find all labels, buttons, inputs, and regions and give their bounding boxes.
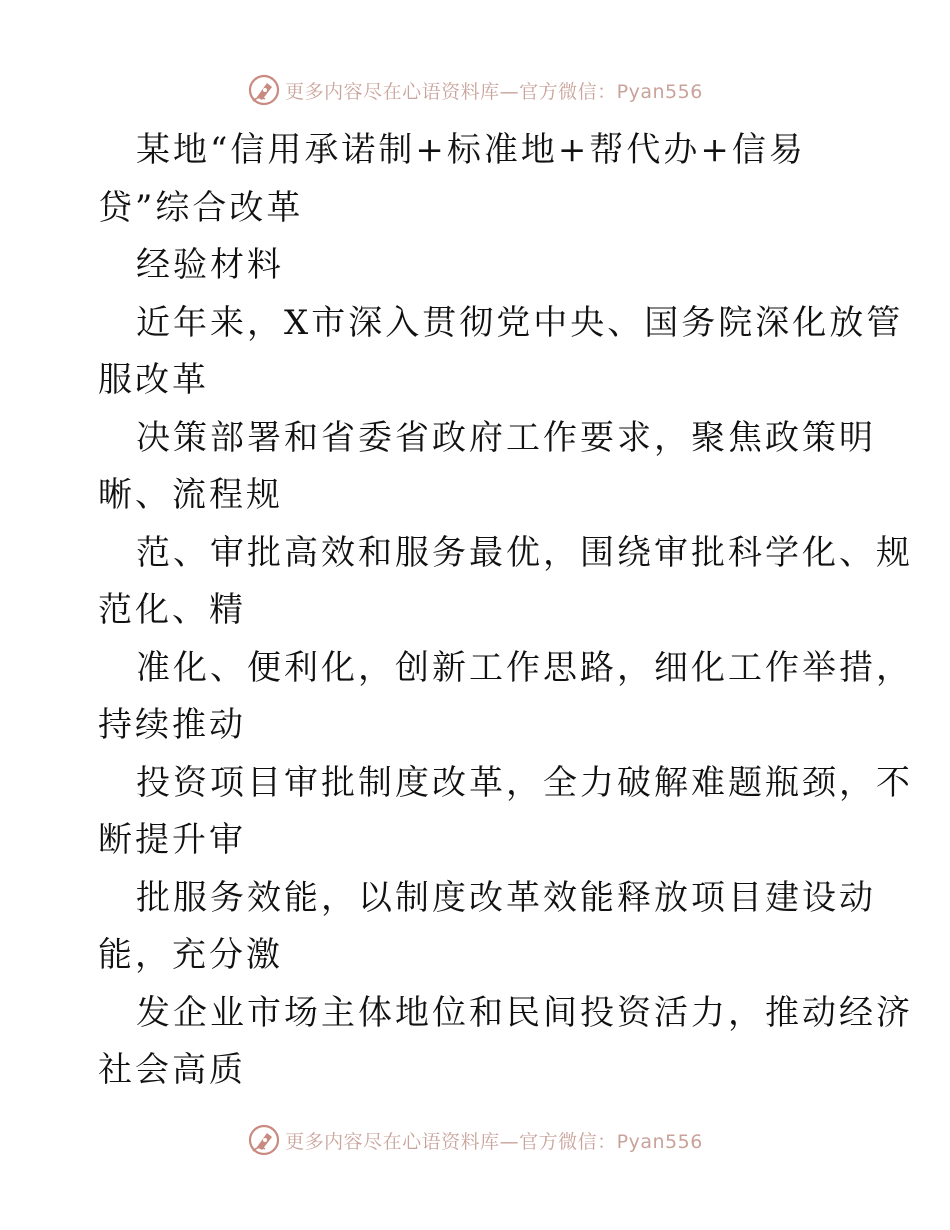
watermark-text: 更多内容尽在心语资料库—官方微信：Pyan556 bbox=[285, 80, 703, 103]
text-line: 经验材料 bbox=[136, 245, 284, 285]
text-line: 晰、流程规 bbox=[98, 475, 283, 515]
text-line: 投资项目审批制度改革，全力破解难题瓶颈，不 bbox=[136, 762, 913, 803]
pen-nib-circle-icon bbox=[247, 1123, 281, 1157]
text-line: 范化、精 bbox=[98, 590, 246, 630]
text-line: 决策部署和省委省政府工作要求，聚焦政策明 bbox=[136, 417, 876, 458]
text-line: 近年来，X市深入贯彻党中央、国务院深化放管 bbox=[136, 302, 904, 343]
watermark-text: 更多内容尽在心语资料库—官方微信：Pyan556 bbox=[285, 1130, 703, 1153]
text-line: 某地“信用承诺制+标准地+帮代办+信易 bbox=[136, 130, 806, 170]
footer-watermark bbox=[0, 1120, 950, 1160]
text-line: 贷”综合改革 bbox=[98, 187, 304, 228]
text-line: 批服务效能，以制度改革效能释放项目建设动 bbox=[136, 877, 876, 918]
document-body bbox=[98, 122, 913, 1100]
text-line: 发企业市场主体地位和民间投资活力，推动经济 bbox=[136, 992, 913, 1033]
text-line: 能，充分激 bbox=[98, 935, 283, 975]
text-line: 范、审批高效和服务最优，围绕审批科学化、规 bbox=[136, 532, 913, 573]
text-line: 服改革 bbox=[98, 360, 209, 400]
pen-nib-circle-icon bbox=[247, 73, 281, 107]
text-line: 断提升审 bbox=[98, 820, 246, 860]
header-watermark bbox=[0, 70, 950, 110]
text-line: 准化、便利化，创新工作思路，细化工作举措， bbox=[136, 647, 913, 688]
text-line: 社会高质 bbox=[98, 1050, 246, 1090]
text-line: 持续推动 bbox=[98, 705, 246, 745]
